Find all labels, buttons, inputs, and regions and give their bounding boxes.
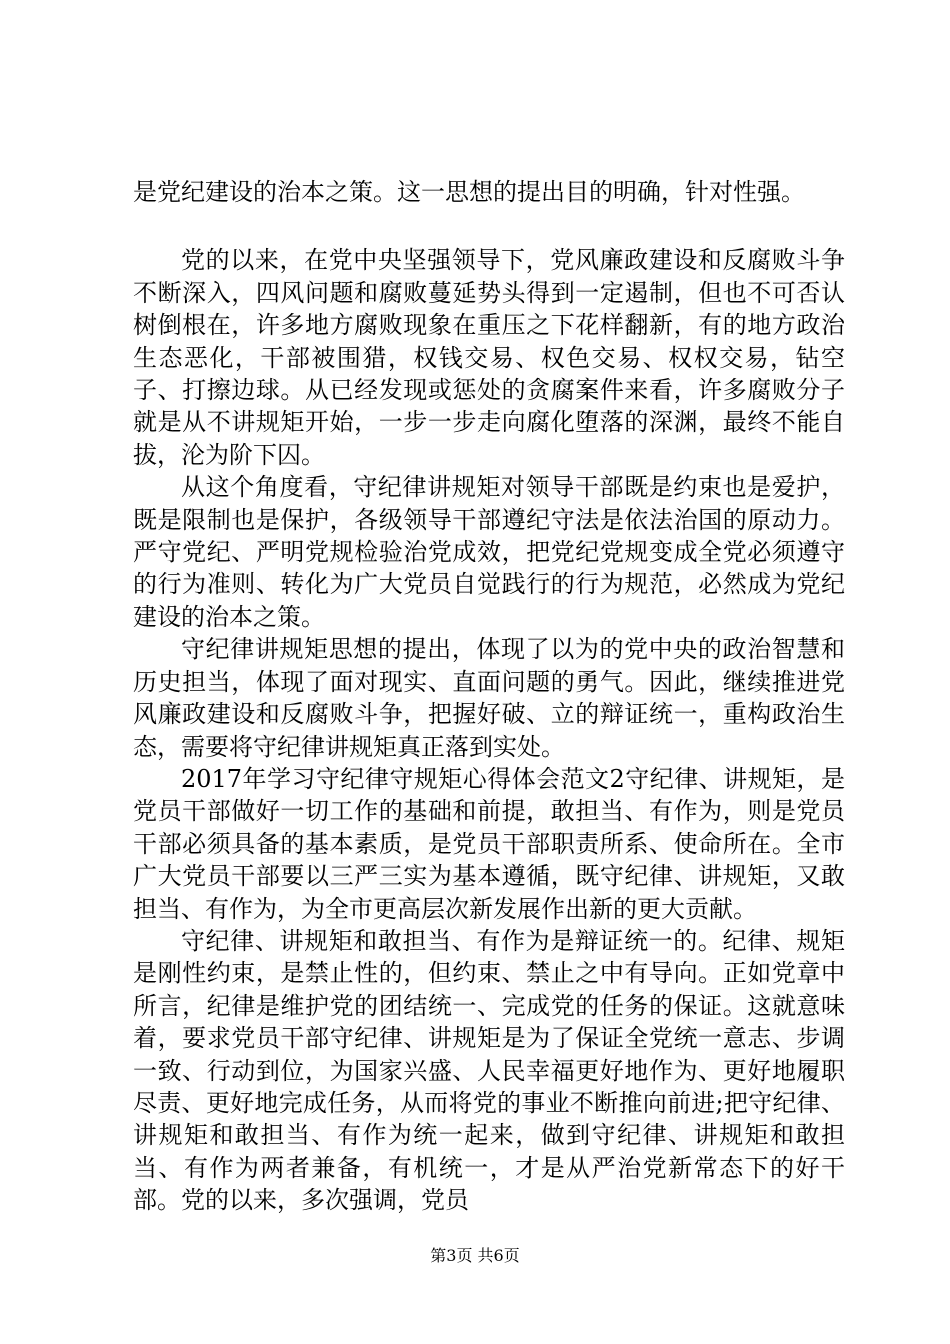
page-number-footer: 第3页 共6页 [430, 1246, 520, 1265]
paragraph: 党的以来，在党中央坚强领导下，党风廉政建设和反腐败斗争不断深入，四风问题和腐败蔓延势头得到一定遏制，但也不可否认树倒根在，许多地方腐败现象在重压之下花样翻新，有的地方政治生态恶化，干部被围猎，权钱交易、权色交易、权权交易，钻空子、打擦边球。从已经发现或惩处的贪腐案件来看，许多腐败分子就是从不讲规矩开始，一步一步走向腐化堕落的深渊，最终不能自拔，沦为阶下囚。 [133, 246, 845, 469]
paragraph-continued: 是党纪建设的治本之策。这一思想的提出目的明确，针对性强。 [133, 178, 805, 206]
paragraph: 守纪律、讲规矩和敢担当、有作为是辩证统一的。纪律、规矩是刚性约束，是禁止性的，但约束、禁止之中有导向。正如党章中所言，纪律是维护党的团结统一、完成党的任务的保证。这就意味着，要求党员干部守纪律、讲规矩是为了保证全党统一意志、步调一致、行动到位，为国家兴盛、人民幸福更好地作为、更好地履职尽责、更好地完成任务，从而将党的事业不断推向前进;把守纪律、讲规矩和敢担当、有作为统一起来，做到守纪律、讲规矩和敢担当、有作为两者兼备，有机统一，才是从严治党新常态下的好干部。党的以来，多次强调，党员 [133, 926, 845, 1215]
paragraph: 2017年学习守纪律守规矩心得体会范文2守纪律、讲规矩，是党员干部做好一切工作的基础和前提，敢担当、有作为，则是党员干部必须具备的基本素质，是党员干部职责所系、使命所在。全市广大党员干部要以三严三实为基本遵循，既守纪律、讲规矩，又敢担当、有作为，为全市更高层次新发展作出新的更大贡献。 [133, 764, 845, 923]
paragraph: 守纪律讲规矩思想的提出，体现了以为的党中央的政治智慧和历史担当，体现了面对现实、直面问题的勇气。因此，继续推进党风廉政建设和反腐败斗争，把握好破、立的辩证统一，重构政治生态，需要将守纪律讲规矩真正落到实处。 [133, 635, 845, 761]
document-body [133, 176, 845, 1217]
paragraph: 从这个角度看，守纪律讲规矩对领导干部既是约束也是爱护，既是限制也是保护，各级领导干部遵纪守法是依法治国的原动力。严守党纪、严明党规检验治党成效，把党纪党规变成全党必须遵守的行为准则、转化为广大党员自觉践行的行为规范，必然成为党纪建设的治本之策。 [133, 473, 845, 631]
